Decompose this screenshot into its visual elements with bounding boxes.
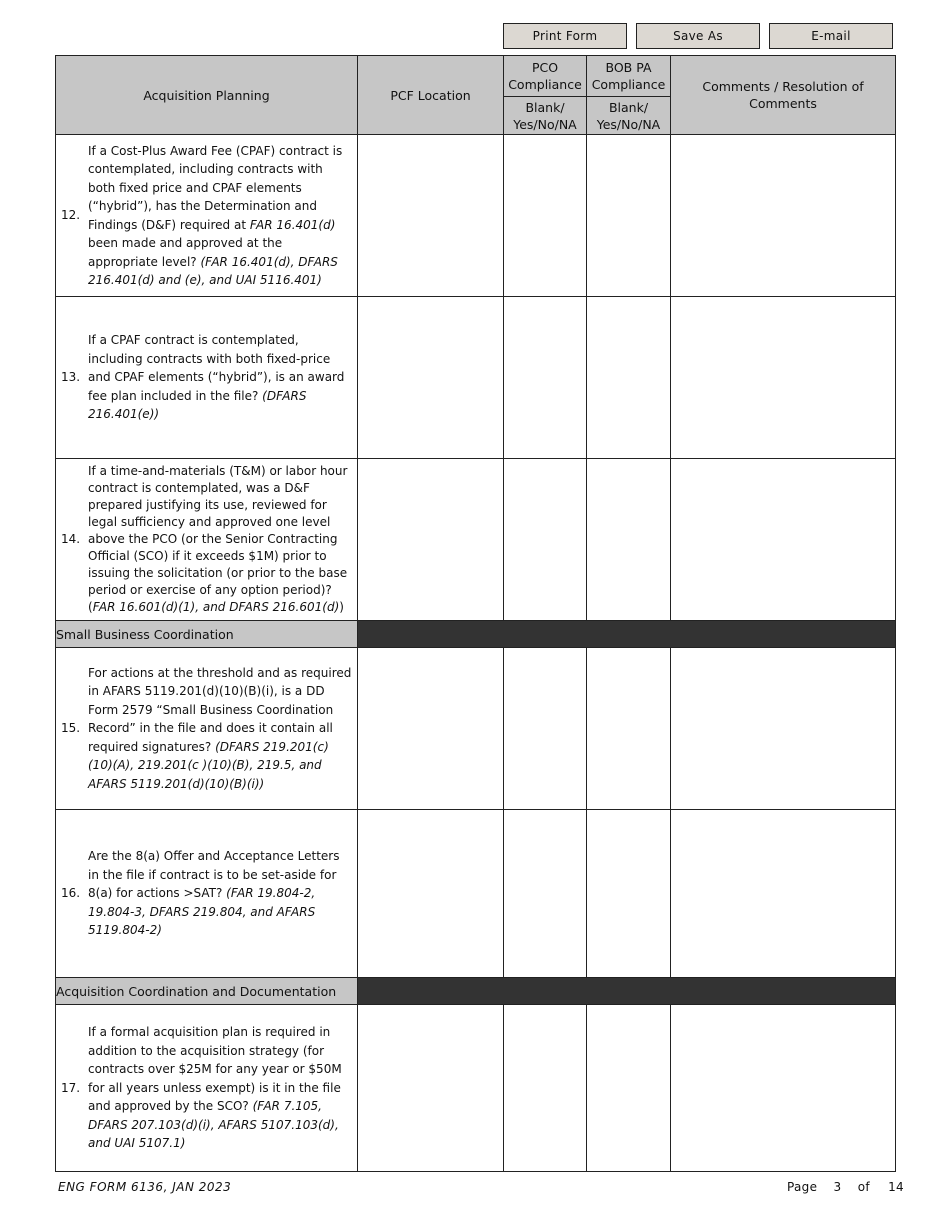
question-citation: FAR 16.601(d)(1), and DFARS 216.601(d) [92,600,340,614]
header-bob-subheading: Blank/ Yes/No/NA [587,97,671,135]
comments-field[interactable] [671,648,896,810]
table-row [56,459,896,621]
question-cell [56,1005,358,1172]
pco-compliance-field[interactable] [504,135,587,297]
pcf-location-field[interactable] [358,810,504,978]
pcf-location-field[interactable] [358,135,504,297]
header-pcf-location: PCF Location [358,56,504,135]
page-number: 3 [833,1180,842,1194]
question-citation: (FAR 7.105, DFARS 207.103(d)(i), AFARS 5107.103(d), and UAI 5107.1) [88,1099,339,1151]
question-cell [56,648,358,810]
question-citation: (DFARS 219.201(c)(10)(A), 219.201(c )(10)(B), 219.5, and AFARS 5119.201(d)(10)(B)(i)) [88,739,329,791]
comments-field[interactable] [671,1005,896,1172]
table-row [56,297,896,459]
question-text-continued: ) [339,600,344,614]
page-of-label: of [857,1180,870,1194]
question-number: 14. [61,532,81,547]
question-citation: (DFARS 216.401(e)) [88,388,307,422]
bob-pa-compliance-field[interactable] [587,810,671,978]
page-label: Page [787,1180,818,1194]
table-row [56,810,896,978]
bob-pa-compliance-field[interactable] [587,1005,671,1172]
section-divider-bar [358,621,896,648]
question-cell [56,459,358,621]
comments-field[interactable] [671,810,896,978]
section-row [56,621,896,648]
question-text: If a CPAF contract is contemplated, including contracts with both fixed-price and CPAF elements (“hybrid”), is an award fee plan included in the file? [88,333,345,403]
question-cell [56,810,358,978]
email-button[interactable]: E-mail [769,23,893,49]
question-number: 17. [61,1080,81,1095]
header-bob-pa-compliance: BOB PA Compliance [587,56,671,97]
header-pco-compliance: PCO Compliance [504,56,587,97]
question-cell [56,135,358,297]
pco-compliance-field[interactable] [504,459,587,621]
table-row [56,648,896,810]
page-total: 14 [888,1180,904,1194]
pco-compliance-field[interactable] [504,297,587,459]
comments-field[interactable] [671,135,896,297]
question-reference: FAR 16.401(d) [249,217,336,232]
question-number: 16. [61,886,81,901]
bob-pa-compliance-field[interactable] [587,297,671,459]
pcf-location-field[interactable] [358,648,504,810]
form-identifier: ENG FORM 6136, JAN 2023 [58,1180,232,1194]
question-citation: (FAR 16.401(d), DFARS 216.401(d) and (e), and UAI 5116.401) [88,254,338,287]
section-acquisition-coordination: Acquisition Coordination and Documentation [56,978,358,1005]
header-comments: Comments / Resolution of Comments [671,56,896,135]
question-number: 12. [61,208,81,223]
table-row [56,1005,896,1172]
bob-pa-compliance-field[interactable] [587,459,671,621]
question-number: 13. [61,370,81,385]
question-cell [56,297,358,459]
pco-compliance-field[interactable] [504,810,587,978]
pco-compliance-field[interactable] [504,1005,587,1172]
pcf-location-field[interactable] [358,1005,504,1172]
question-text-continued: been made and approved at the appropriate level? [88,236,283,269]
pco-compliance-field[interactable] [504,648,587,810]
table-row [56,135,896,297]
bob-pa-compliance-field[interactable] [587,135,671,297]
question-text: If a formal acquisition plan is required in addition to the acquisition strategy (for contracts over $25M for any year or $50M for all years unless exempt) is it in the file and approved by the SCO? [88,1025,342,1114]
page-indicator [787,1180,904,1194]
question-citation: (FAR 19.804-2, 19.804-3, DFARS 219.804, and AFARS 5119.804-2) [88,886,316,938]
section-row [56,978,896,1005]
bob-pa-compliance-field[interactable] [587,648,671,810]
question-number: 15. [61,721,81,736]
pcf-location-field[interactable] [358,459,504,621]
section-small-business: Small Business Coordination [56,621,358,648]
comments-field[interactable] [671,459,896,621]
pcf-location-field[interactable] [358,297,504,459]
comments-field[interactable] [671,297,896,459]
save-as-button[interactable]: Save As [636,23,760,49]
question-text: If a time-and-materials (T&M) or labor hour contract is contemplated, was a D&F prepared justifying its use, reviewed for legal sufficiency and approved one level above the PCO (or the Senior Contracting Official (SCO) if it exceeds $1M) prior to issuing the solicitation (or prior to the base period or exercise of any option period)? ( [88,464,348,614]
header-pco-subheading: Blank/ Yes/No/NA [504,97,587,135]
header-acquisition-planning: Acquisition Planning [56,56,358,135]
print-form-button[interactable]: Print Form [503,23,627,49]
question-text: Are the 8(a) Offer and Acceptance Letters in the file if contract is to be set-aside for 8(a) for actions >SAT? [88,849,340,901]
acquisition-checklist-table [55,55,896,1172]
section-divider-bar [358,978,896,1005]
question-text: For actions at the threshold and as required in AFARS 5119.201(d)(10)(B)(i), is a DD Form 2579 “Small Business Coordination Record” in the file and does it contain all required signatures? [88,665,352,754]
question-text: If a Cost-Plus Award Fee (CPAF) contract is contemplated, including contracts with both fixed price and CPAF elements (“hybrid”), has the Determination and Findings (D&F) required at [88,143,343,232]
